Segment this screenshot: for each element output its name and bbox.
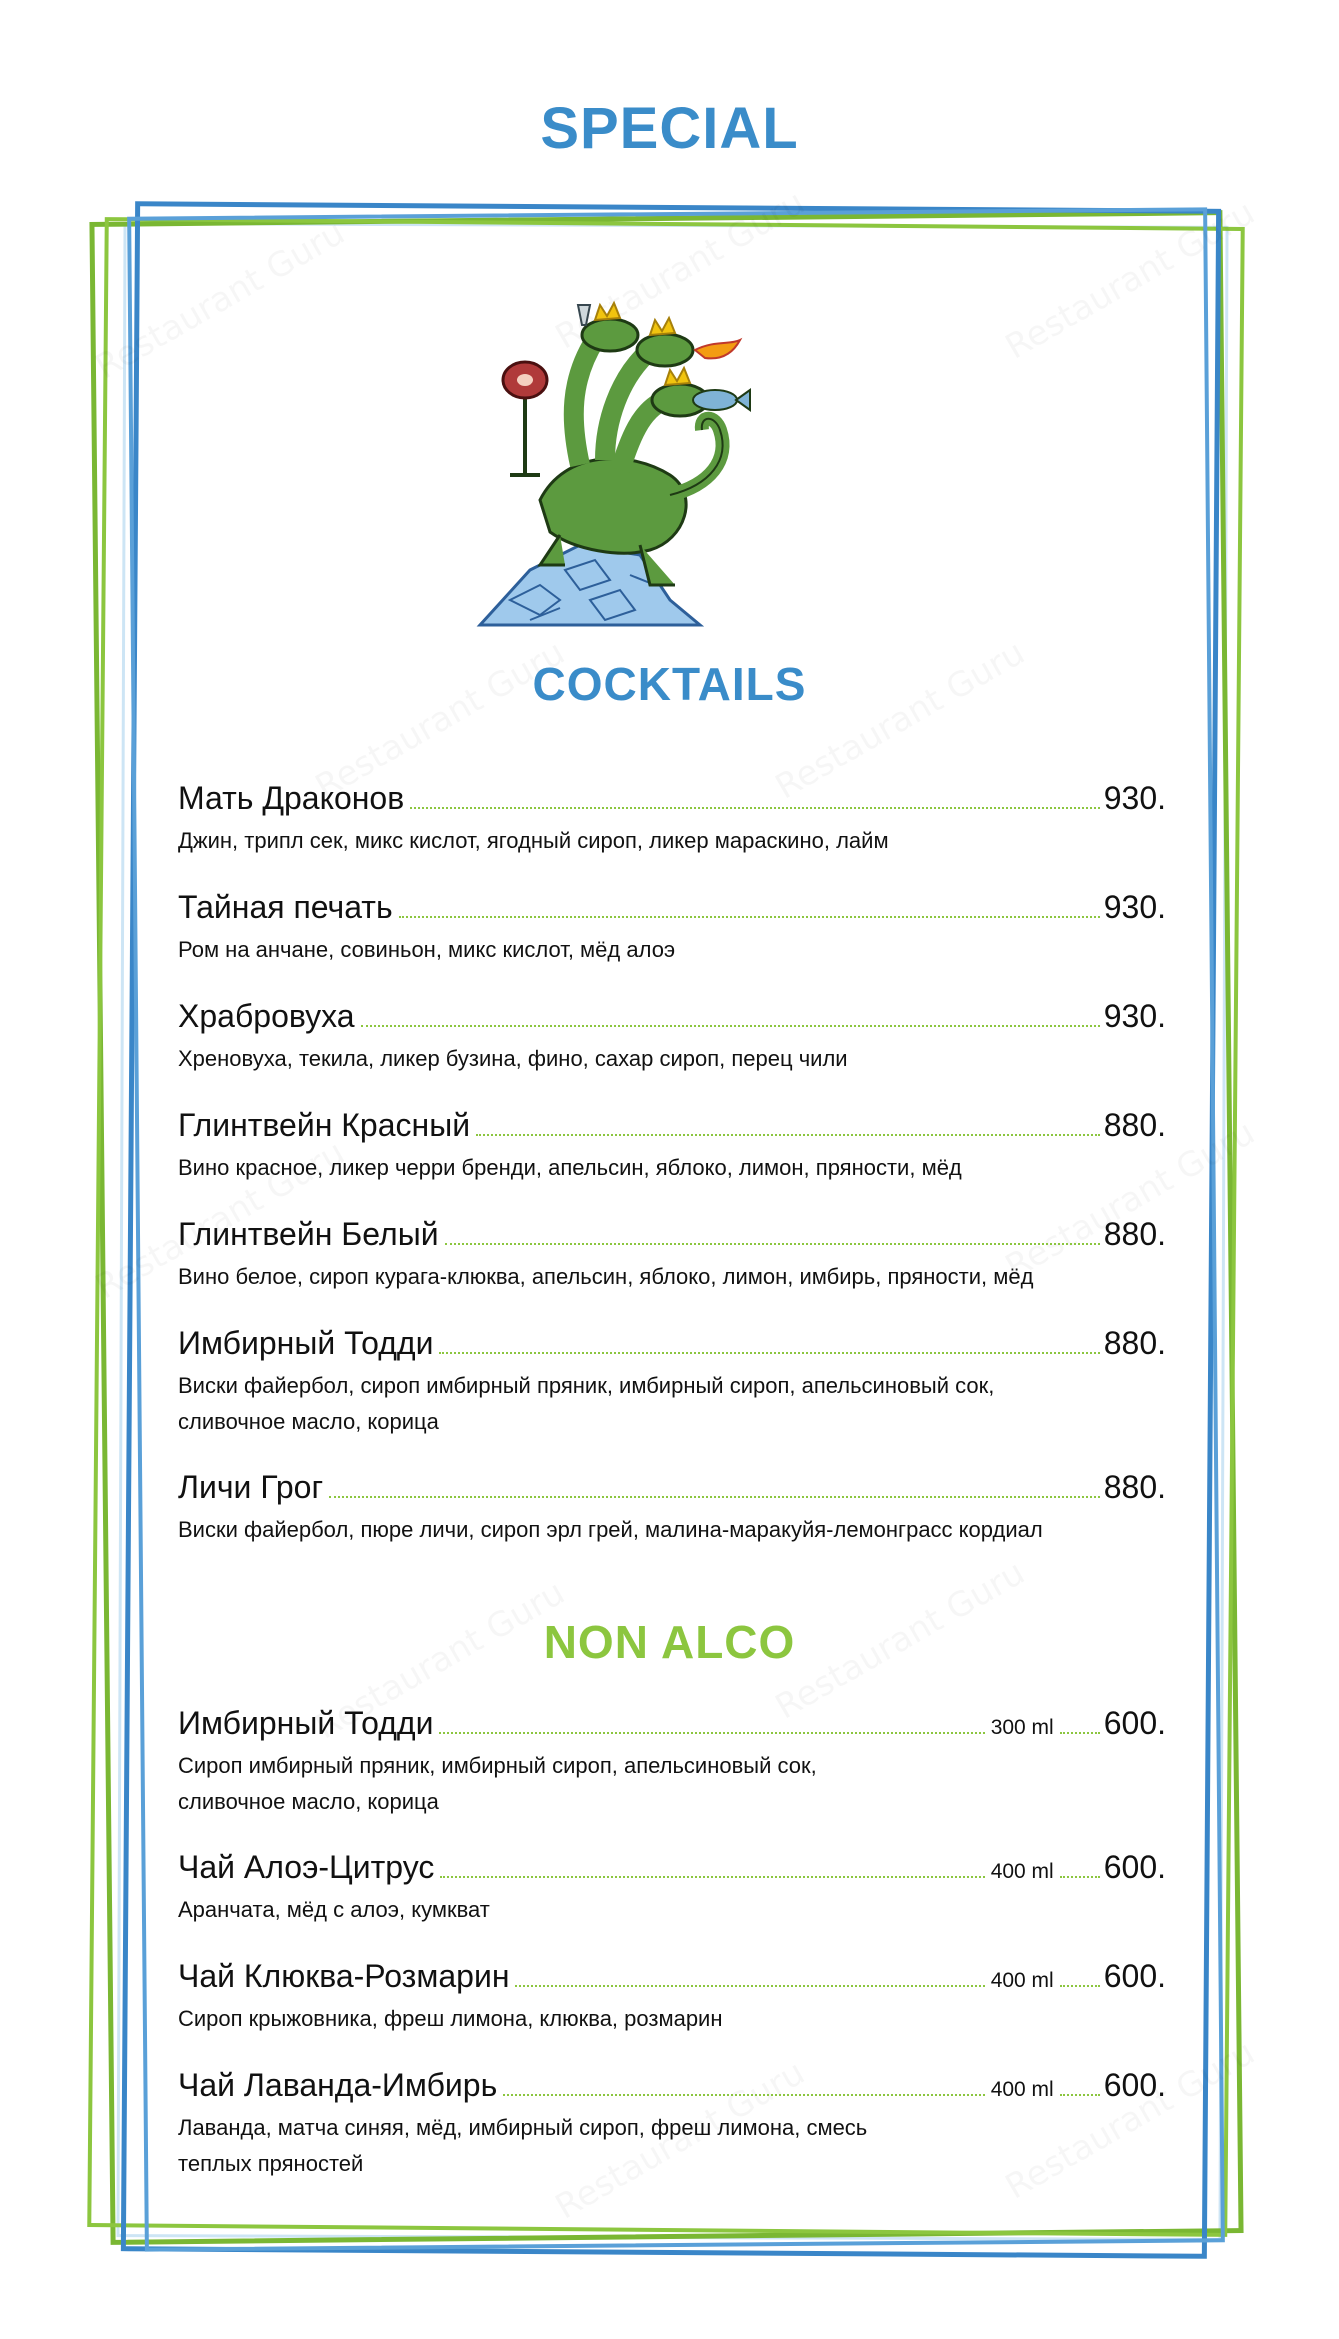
item-description: Виски файербол, пюре личи, сироп эрл грей, малина-маракуйя-лемонграсс кордиал [178,1517,1043,1542]
item-price: 600. [1103,1958,1166,1994]
menu-item [178,1705,1166,1820]
leader-dots [361,1025,1100,1027]
item-description: Хреновуха, текила, ликер бузина, фино, сахар сироп, перец чили [178,1046,848,1071]
leader-dots [410,807,1100,809]
item-description: Джин, трипл сек, микс кислот, ягодный сироп, ликер мараскино, лайм [178,828,889,853]
item-price: 930. [1103,889,1166,925]
item-price: 930. [1103,780,1166,816]
menu-item [178,1958,1166,2037]
item-description: Виски файербол, сироп имбирный пряник, имбирный сироп, апельсиновый сок, сливочное масло, корица [178,1373,995,1434]
item-volume: 400 ml [990,1969,1054,1992]
item-price: 880. [1103,1216,1166,1252]
leader-dots [1060,1732,1100,1734]
item-price: 880. [1103,1107,1166,1143]
item-name: Тайная печать [178,889,393,925]
leader-dots [440,1876,984,1878]
item-description: Сироп имбирный пряник, имбирный сироп, апельсиновый сок, сливочное масло, корица [178,1753,817,1814]
menu-item [178,889,1166,968]
item-price: 880. [1103,1469,1166,1505]
leader-dots [445,1243,1100,1245]
leader-dots [439,1352,1099,1354]
item-name: Мать Драконов [178,780,405,816]
menu-item [178,998,1166,1077]
item-price: 600. [1103,1849,1166,1885]
item-volume: 300 ml [990,1716,1054,1739]
special-title: SPECIAL [540,96,799,161]
item-name: Имбирный Тодди [178,1325,434,1361]
item-name: Глинтвейн Белый [178,1216,439,1252]
leader-dots [1060,2094,1100,2096]
item-name: Чай Клюква-Розмарин [178,1958,510,1994]
item-description: Ром на анчане, совиньон, микс кислот, мёд алоэ [178,937,676,962]
non-alco-title: NON ALCO [543,1616,796,1668]
item-name: Чай Лаванда-Имбирь [178,2067,498,2103]
menu-item [178,2067,1166,2182]
item-description: Вино красное, ликер черри бренди, апельсин, яблоко, лимон, пряности, мёд [178,1155,962,1180]
cocktails-title: COCKTAILS [532,658,807,710]
item-name: Храбровуха [178,998,355,1034]
menu-item [178,1107,1166,1186]
three-headed-dragon-icon [470,300,770,635]
item-name: Имбирный Тодди [178,1705,434,1741]
leader-dots [476,1134,1100,1136]
menu-item [178,1469,1166,1548]
menu-item [178,1325,1166,1440]
item-price: 600. [1103,2067,1166,2103]
leader-dots [439,1732,984,1734]
leader-dots [399,916,1100,918]
item-price: 880. [1103,1325,1166,1361]
item-volume: 400 ml [990,1860,1054,1883]
menu-item [178,1216,1166,1295]
item-description: Сироп крыжовника, фреш лимона, клюква, розмарин [178,2006,723,2031]
item-price: 930. [1103,998,1166,1034]
item-name: Чай Алоэ-Цитрус [178,1849,435,1885]
leader-dots [503,2094,984,2096]
item-price: 600. [1103,1705,1166,1741]
item-name: Личи Грог [178,1469,324,1505]
menu-item [178,1849,1166,1928]
item-description: Вино белое, сироп курага-клюква, апельсин, яблоко, лимон, имбирь, пряности, мёд [178,1264,1034,1289]
menu-item [178,780,1166,859]
leader-dots [515,1985,984,1987]
leader-dots [1060,1985,1100,1987]
item-name: Глинтвейн Красный [178,1107,471,1143]
item-volume: 400 ml [990,2078,1054,2101]
item-description: Аранчата, мёд с алоэ, кумкват [178,1897,490,1922]
leader-dots [329,1496,1100,1498]
leader-dots [1060,1876,1100,1878]
item-description: Лаванда, матча синяя, мёд, имбирный сироп, фреш лимона, смесь теплых пряностей [178,2115,868,2176]
